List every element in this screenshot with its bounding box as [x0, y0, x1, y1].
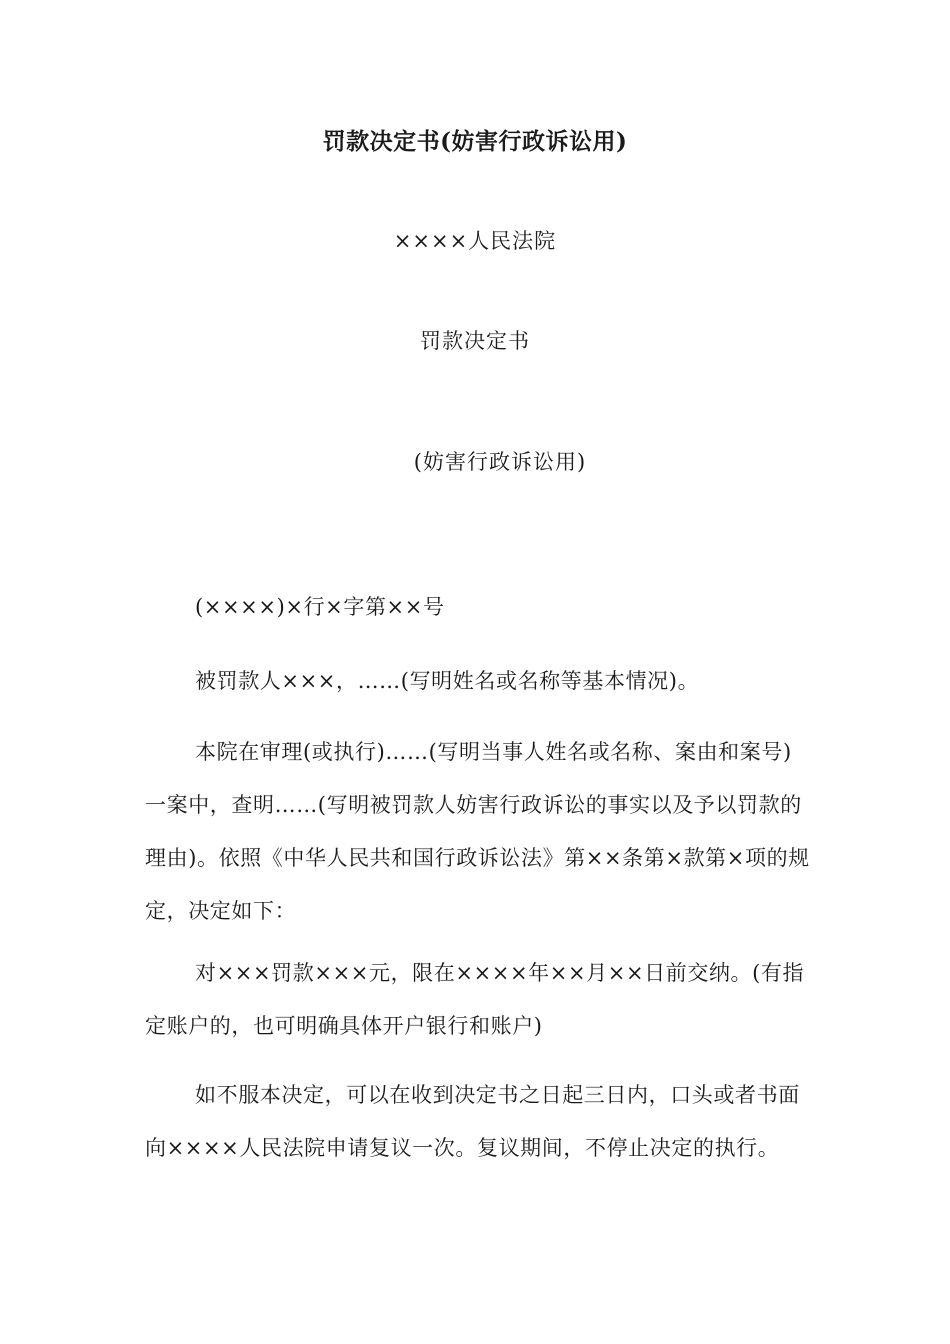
penalized-party-text: 被罚款人×××，……(写明姓名或名称等基本情况)。: [195, 669, 700, 693]
case-number-text: (××××)×行×字第××号: [195, 595, 445, 619]
appeal-text: 如不服本决定，可以在收到决定书之日起三日内，口头或者书面向××××人民法院申请复议一次。复议期间，不停止决定的执行。: [145, 1083, 800, 1160]
court-name: ××××人民法院: [393, 229, 557, 253]
order-text: 对×××罚款×××元，限在××××年××月××日前交纳。(有指定账户的，也可明确具体开户银行和账户): [145, 961, 805, 1038]
facts-text: 本院在审理(或执行)……(写明当事人姓名或名称、案由和案号)一案中，查明……(写明被罚款人妨害行政诉讼的事实以及予以罚款的理由)。依照《中华人民共和国行政诉讼法》第××条第×款第×项的规定，决定如下：: [145, 740, 810, 923]
document-usage: (妨害行政诉讼用): [413, 450, 587, 474]
order-paragraph: [145, 947, 810, 1053]
penalized-party: [145, 655, 810, 708]
document-title: 罚款决定书(妨害行政诉讼用): [322, 128, 628, 155]
document-type: 罚款决定书: [420, 329, 530, 353]
facts-paragraph: [145, 726, 810, 938]
case-number: [145, 581, 810, 634]
appeal-paragraph: [145, 1069, 810, 1175]
